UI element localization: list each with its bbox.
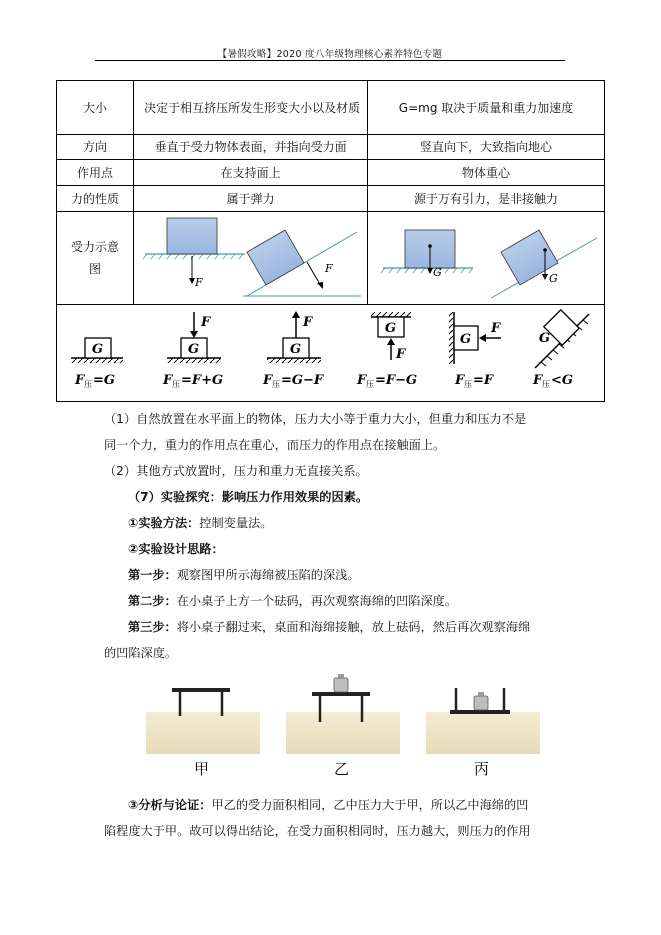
table-row (57, 135, 605, 160)
gravity-cell: 物体重心 (368, 160, 605, 186)
force-diagram-label: 受力示意图 (71, 240, 120, 276)
formula-sub: 压 (272, 380, 280, 389)
formula-f: F (163, 373, 173, 388)
table-row (57, 212, 605, 305)
pressure-force-diagram (135, 212, 367, 298)
block-g-label: G (92, 342, 104, 357)
formula-sub: 压 (172, 380, 180, 389)
arrow-f-label: F (491, 321, 501, 336)
formula-f: F (263, 373, 273, 388)
case-ceiling (356, 312, 417, 389)
formula-rest: =F (473, 373, 494, 388)
pressure-cell: 决定于相互挤压所发生形变大小以及材质 (134, 81, 368, 135)
step-3-continued: 的凹陷深度。 (104, 646, 178, 660)
formula-f: F (75, 373, 85, 388)
step-3-text: 将小桌子翻过来，桌面和海绵接触，放上砝码，然后再次观察海绵 (176, 620, 531, 634)
gravity-diagram-cell (368, 212, 605, 305)
case-resting (71, 338, 123, 389)
formula-sub: 压 (542, 380, 550, 389)
table-row (57, 186, 605, 212)
step-1-text: 观察图甲所示海绵被压陷的深浅。 (176, 568, 360, 582)
design-heading: ②实验设计思路： (128, 542, 224, 556)
block-g-label: G (460, 332, 472, 347)
formula-rest: =G (93, 373, 115, 388)
table-row (57, 160, 605, 186)
gravity-cell: 竖直向下，大致指向地心 (368, 135, 605, 160)
step-2-text: 在小桌子上方一个砝码，再次观察海绵的凹陷深度。 (176, 594, 458, 608)
step-2-label: 第二步： (128, 594, 177, 608)
experiment-bing (426, 688, 540, 778)
formula-f: F (533, 373, 543, 388)
pressure-cell: 属于弹力 (134, 186, 368, 212)
gravity-label: G (548, 272, 558, 285)
block-g-label: G (385, 321, 397, 336)
label-bing: 丙 (474, 760, 490, 778)
pressure-cases-figure (56, 300, 605, 402)
gravity-cell: 源于万有引力，是非接触力 (368, 186, 605, 212)
step-3 (128, 618, 530, 636)
label-jia: 甲 (194, 760, 210, 778)
section-heading: （7）实验探究：影响压力作用效果的因素。 (128, 490, 369, 504)
row-label (57, 212, 134, 305)
case-wall (449, 312, 501, 389)
formula-sub: 压 (464, 380, 472, 389)
formula-sub: 压 (84, 380, 92, 389)
method-label: ①实验方法： (128, 516, 200, 530)
formula-rest: =F−G (375, 373, 418, 388)
block-g-label: G (539, 331, 551, 346)
page-header (95, 0, 565, 58)
step-2 (128, 592, 457, 610)
analysis-text: 甲乙的受力面积相同，乙中压力大于甲，所以乙中海绵的凹 (211, 798, 529, 812)
gravity-cell: G=mg 取决于质量和重力加速度 (368, 81, 605, 135)
comparison-table (56, 80, 605, 305)
paragraph-1a: （1）自然放置在水平面上的物体，压力大小等于重力大小，但重力和压力不是 (104, 412, 527, 426)
formula-f: F (455, 373, 465, 388)
row-label: 方向 (57, 135, 134, 160)
experiment-jia (146, 688, 260, 778)
block-g-label: G (290, 342, 302, 357)
header-title: 【暑假攻略】2020 度八年级物理核心素养特色专题 (217, 49, 443, 60)
analysis-continued: 陷程度大于甲。故可以得出结论，在受力面积相同时，压力越大，则压力的作用 (104, 824, 531, 838)
case-push-down (162, 312, 223, 389)
step-1 (128, 566, 360, 584)
pressure-cases-svg (57, 300, 604, 401)
pressure-diagram-cell (134, 212, 368, 305)
step-3-label: 第三步： (128, 620, 177, 634)
analysis-line (128, 796, 528, 814)
step-1-label: 第一步： (128, 568, 177, 582)
arrow-f-label: F (201, 315, 211, 330)
formula-rest: <G (551, 373, 573, 388)
force-label: F (324, 262, 333, 275)
case-pull-up (262, 311, 324, 389)
formula-rest: =G−F (281, 373, 324, 388)
analysis-label: ③分析与论证： (128, 798, 212, 812)
gravity-force-diagram (369, 212, 604, 298)
sponge-experiment-figure (140, 670, 540, 780)
force-label: F (194, 276, 203, 289)
label-yi: 乙 (334, 760, 350, 778)
block-g-label: G (188, 342, 200, 357)
row-label: 力的性质 (57, 186, 134, 212)
table-row (57, 81, 605, 135)
paragraph-2: （2）其他方式放置时，压力和重力无直接关系。 (104, 464, 368, 478)
arrow-f-label: F (303, 315, 313, 330)
arrow-f-label: F (396, 347, 406, 362)
formula-f: F (357, 373, 367, 388)
pressure-cell: 在支持面上 (134, 160, 368, 186)
gravity-label: G (432, 266, 442, 279)
method-text: 控制变量法。 (199, 516, 273, 530)
formula-rest: =F+G (181, 373, 224, 388)
experiment-yi (286, 674, 400, 778)
formula-sub: 压 (366, 380, 374, 389)
method-line (128, 514, 272, 532)
row-label: 作用点 (57, 160, 134, 186)
case-incline (532, 310, 589, 389)
row-label: 大小 (57, 81, 134, 135)
pressure-cell: 垂直于受力物体表面，并指向受力面 (134, 135, 368, 160)
header-rule (95, 60, 565, 61)
paragraph-1b: 同一个力，重力的作用点在重心，而压力的作用点在接触面上。 (104, 438, 446, 452)
